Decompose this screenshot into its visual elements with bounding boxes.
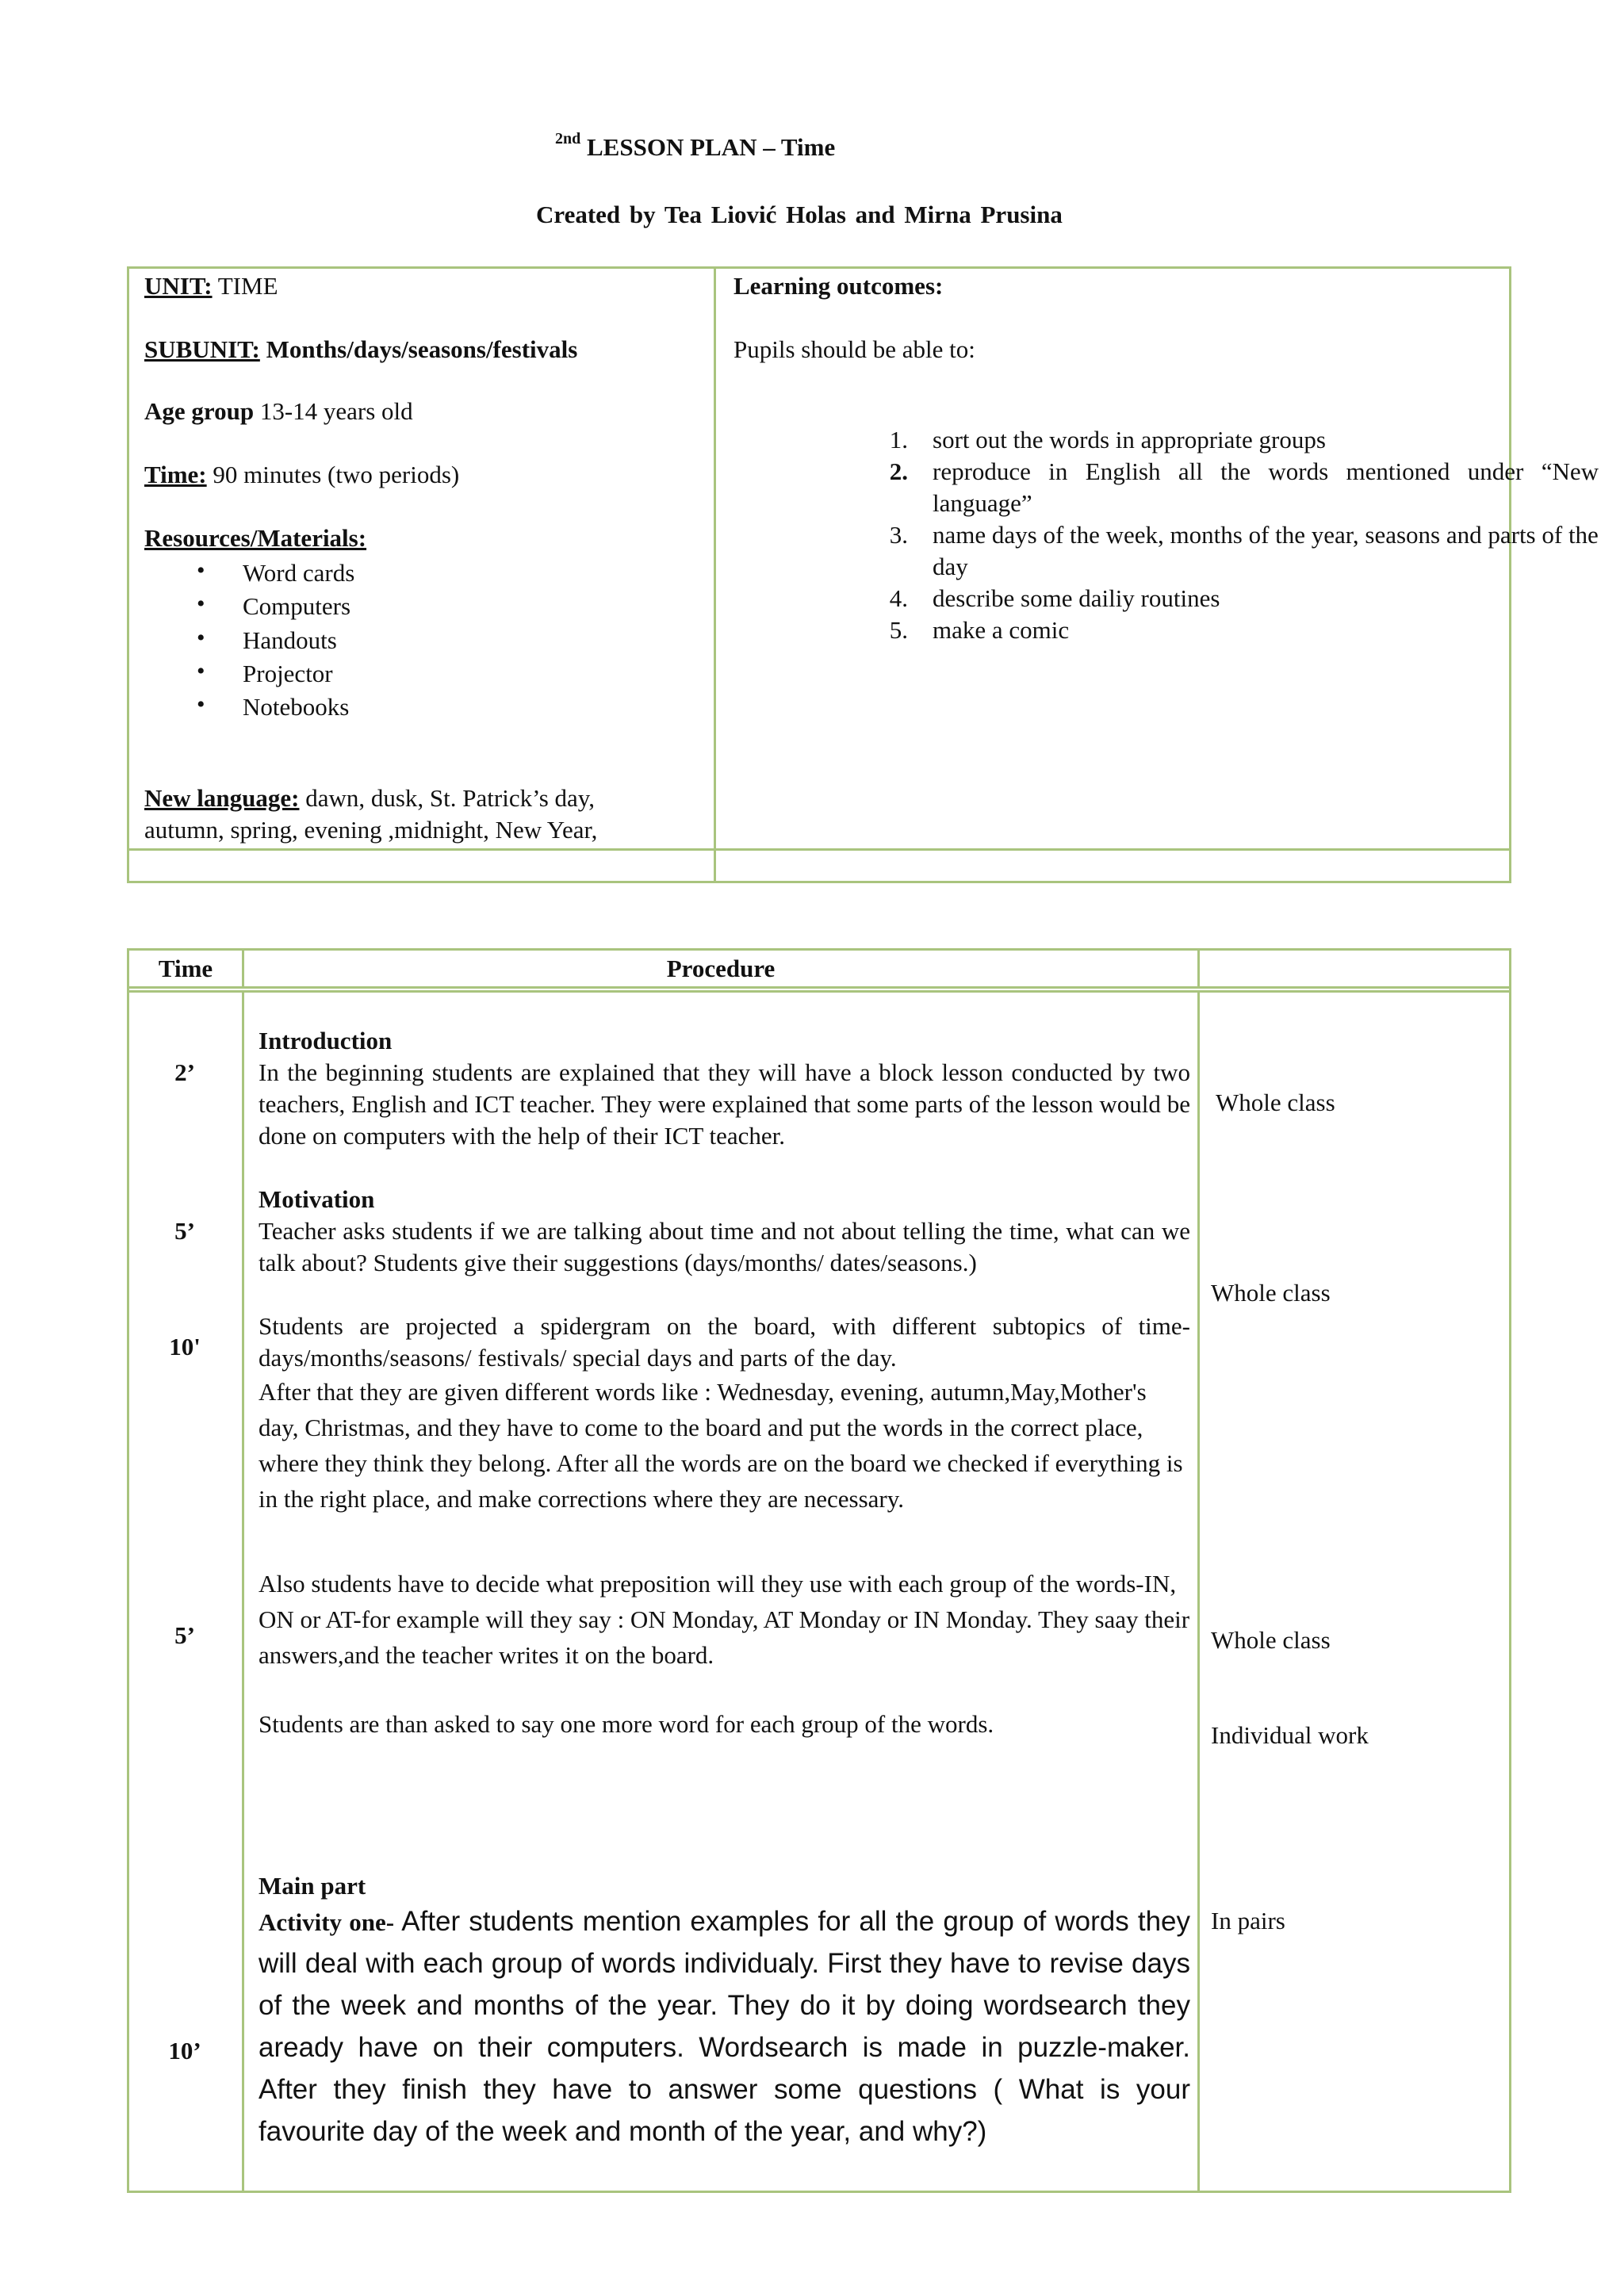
- motivation-text: Students are projected a spidergram on the board, with different subtopics of time-days/months/seasons/ festivals/ special days and parts of the day.: [259, 1312, 1190, 1372]
- new-language-label: New language:: [144, 784, 300, 812]
- list-item: • Word cards: [243, 559, 354, 587]
- activity-label: Activity one-: [259, 1908, 395, 1936]
- preposition-text: Also students have to decide what preposition will they use with each group of the words-IN, ON or AT-for example will they say : ON Monday, AT Monday or IN Monday. They saay their answers,and the teacher writes it on the board.: [259, 1570, 1190, 1669]
- age-label: Age group: [144, 397, 255, 425]
- time-row: [144, 461, 459, 489]
- unit-label: UNIT:: [144, 272, 213, 300]
- class-organisation: Whole class: [1211, 1626, 1331, 1654]
- table-divider: [714, 269, 716, 881]
- list-item: • Projector: [243, 660, 333, 688]
- created-by: Created by Tea Liović Holas and Mirna Prusina: [536, 201, 1063, 228]
- item-text: sort out the words in appropriate groups: [933, 426, 1326, 453]
- time-value: 90 minutes (two periods): [213, 461, 460, 488]
- outcomes-intro: Pupils should be able to:: [733, 335, 975, 363]
- class-organisation: Whole class: [1211, 1279, 1331, 1307]
- item-number: 1.: [889, 426, 908, 453]
- time-value: 10': [169, 1333, 201, 1360]
- resources-label: Resources/Materials:: [144, 524, 367, 552]
- time-value: 5’: [174, 1621, 195, 1649]
- item-text: name days of the week, months of the year, seasons and parts of the day: [933, 521, 1599, 580]
- table-divider: [242, 951, 244, 2191]
- item-text: describe some dailiy routines: [933, 584, 1220, 612]
- item-number: 3.: [889, 521, 908, 549]
- unit-value: TIME: [217, 272, 278, 300]
- age-row: [144, 397, 413, 426]
- list-item: • Computers: [243, 592, 350, 621]
- motivation-text: Teacher asks students if we are talking about time and not about telling the time, what can we talk about? Students give their suggestions (days/months/ dates/seasons.): [259, 1217, 1190, 1276]
- introduction-text: In the beginning students are explained that they will have a block lesson conducted by two teachers, English and ICT teacher. They were explained that some parts of the lesson would be done on computers with the help of their ICT teacher.: [259, 1058, 1190, 1150]
- age-value: 13-14 years old: [259, 397, 413, 425]
- subunit-row: [144, 335, 577, 364]
- new-language-line1: dawn, dusk, St. Patrick’s day,: [305, 784, 596, 812]
- procedure-table: [127, 948, 1511, 2193]
- item-text: make a comic: [933, 616, 1070, 644]
- lesson-overview-table: [127, 266, 1599, 883]
- subunit-value: Months/days/seasons/festivals: [266, 335, 578, 363]
- activity-one: [259, 1900, 1190, 2152]
- class-organisation: Whole class: [1216, 1089, 1335, 1116]
- item-number: 2.: [889, 457, 908, 485]
- column-header-procedure: Procedure: [666, 955, 776, 982]
- time-value: 5’: [174, 1217, 195, 1245]
- column-header-time: Time: [158, 955, 213, 982]
- motivation-text: After that they are given different words like : Wednesday, evening, autumn,May,Mother's day, Christmas, and they have to come to the board and put the words in the correct place, where they think they belong. After all the words are on the board we checked if everything is in the right place, and make corrections where they are necessary.: [259, 1378, 1183, 1513]
- list-item: • Notebooks: [243, 693, 349, 721]
- item-number: 5.: [889, 616, 908, 644]
- motivation-heading: Motivation: [259, 1185, 375, 1213]
- header-divider-gap: [129, 989, 1509, 990]
- page-title: [555, 130, 836, 162]
- class-organisation: Individual work: [1211, 1721, 1369, 1749]
- subunit-label: SUBUNIT:: [144, 335, 260, 363]
- new-language-line2: autumn, spring, evening ,midnight, New Year,: [144, 816, 598, 844]
- activity-text: After students mention examples for all the group of words they will deal with each group of words individualy. First they have to revise days of the week and months of the year. They do it by doing wordsearch they aready have on their computers. Wordsearch is made in puzzle-maker. After they finish they have to answer some questions ( What is your favourite day of the week and month of the year, and why?): [259, 1906, 1191, 2147]
- list-item: • Handouts: [243, 626, 337, 655]
- table-divider: [129, 848, 1509, 851]
- title-superscript: 2nd: [555, 130, 581, 147]
- table-divider: [1197, 951, 1200, 2191]
- introduction-heading: Introduction: [259, 1027, 393, 1054]
- unit-row: [144, 272, 278, 300]
- one-more-word-text: Students are than asked to say one more word for each group of the words.: [259, 1710, 994, 1738]
- item-number: 4.: [889, 584, 908, 612]
- time-value: 2’: [174, 1058, 195, 1086]
- new-language-row: [144, 784, 595, 813]
- item-text: reproduce in English all the words mentioned under “New language”: [933, 457, 1599, 517]
- time-value: 10’: [168, 2037, 201, 2064]
- outcomes-heading: Learning outcomes:: [733, 272, 944, 300]
- main-part-heading: Main part: [259, 1872, 366, 1900]
- title-text: LESSON PLAN – Time: [587, 133, 836, 161]
- time-label: Time:: [144, 461, 207, 488]
- class-organisation: In pairs: [1211, 1907, 1285, 1934]
